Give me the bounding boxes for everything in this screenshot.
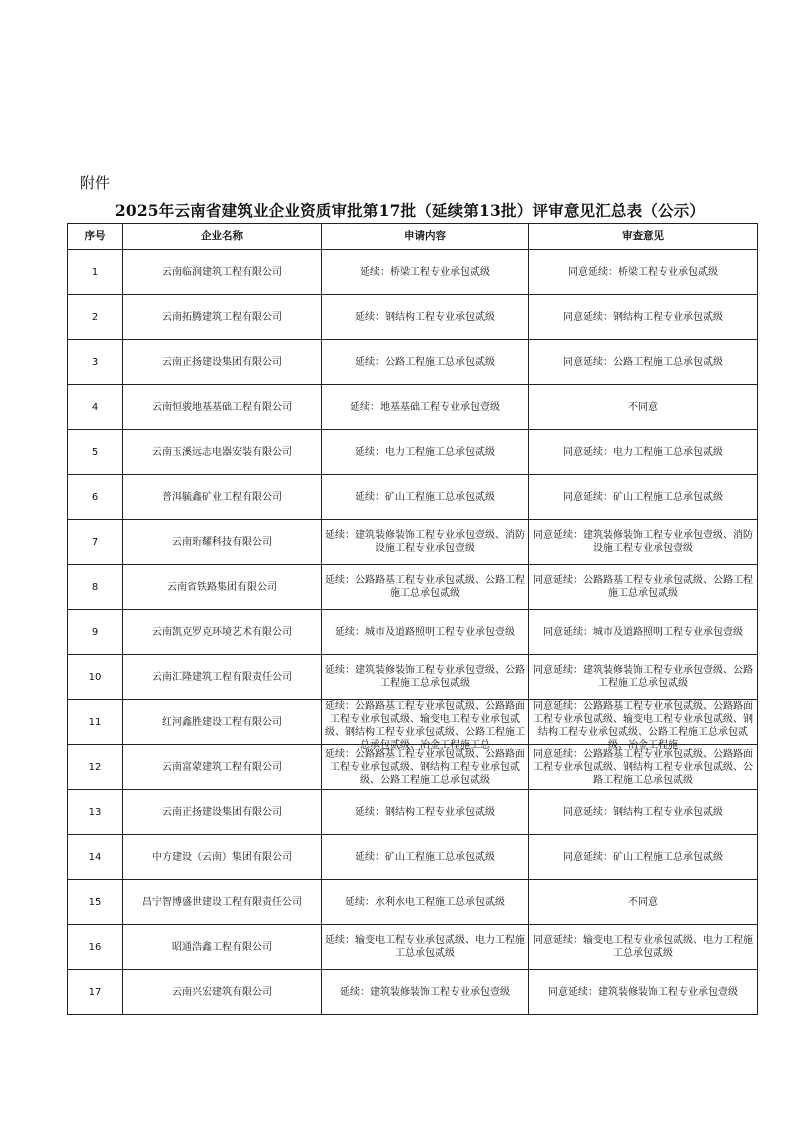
table-row: [68, 295, 758, 340]
row-number: 8: [68, 565, 123, 610]
application-content: 延续：建筑装修装饰工程专业承包壹级、公路工程施工总承包贰级: [322, 655, 529, 700]
header-company: 企业名称: [123, 224, 322, 250]
row-number: 3: [68, 340, 123, 385]
company-name: 中方建设（云南）集团有限公司: [123, 835, 322, 880]
application-content: 延续：钢结构工程专业承包贰级: [322, 790, 529, 835]
review-opinion: 同意延续：公路路基工程专业承包贰级、公路工程施工总承包贰级: [529, 565, 758, 610]
table-row: [68, 745, 758, 790]
application-content: 延续：地基基础工程专业承包壹级: [322, 385, 529, 430]
table-row: [68, 655, 758, 700]
row-number: 11: [68, 700, 123, 745]
application-content: [322, 700, 529, 751]
review-opinion: 同意延续：钢结构工程专业承包贰级: [529, 295, 758, 340]
table-row: [68, 565, 758, 610]
table-row: [68, 925, 758, 970]
company-name: 普洱毓鑫矿业工程有限公司: [123, 475, 322, 520]
row-number: 7: [68, 520, 123, 565]
application-content: 延续：公路工程施工总承包贰级: [322, 340, 529, 385]
table-row: [68, 610, 758, 655]
row-number: 9: [68, 610, 123, 655]
table-row: [68, 250, 758, 295]
company-name: 云南正扬建设集团有限公司: [123, 340, 322, 385]
row-number: 13: [68, 790, 123, 835]
table-row: [68, 340, 758, 385]
table-row: [68, 385, 758, 430]
review-opinion: 同意延续：矿山工程施工总承包贰级: [529, 475, 758, 520]
application-content: 延续：公路路基工程专业承包贰级、公路路面工程专业承包贰级、钢结构工程专业承包贰级、公路工程施工总承包贰级: [322, 745, 529, 790]
review-opinion-text: 同意延续：公路路基工程专业承包贰级、公路路面工程专业承包贰级、输变电工程专业承包贰级、钢结构工程专业承包贰级、公路工程施工总承包贰级、冶金工程施: [533, 701, 753, 751]
row-number: 1: [68, 250, 123, 295]
review-opinion: 同意延续：公路工程施工总承包贰级: [529, 340, 758, 385]
table-row: [68, 970, 758, 1015]
review-opinion: 同意延续：矿山工程施工总承包贰级: [529, 835, 758, 880]
review-opinion: 同意延续：电力工程施工总承包贰级: [529, 430, 758, 475]
row-number: 4: [68, 385, 123, 430]
row-number: 10: [68, 655, 123, 700]
table-row: [68, 475, 758, 520]
document-title: 2025年云南省建筑业企业资质审批第17批（延续第13批）评审意见汇总表（公示）: [114, 201, 706, 220]
application-content: 延续：输变电工程专业承包贰级、电力工程施工总承包贰级: [322, 925, 529, 970]
company-name: 云南拓腾建筑工程有限公司: [123, 295, 322, 340]
review-opinion: 同意延续：城市及道路照明工程专业承包壹级: [529, 610, 758, 655]
application-content: 延续：水利水电工程施工总承包贰级: [322, 880, 529, 925]
row-number: 16: [68, 925, 123, 970]
review-opinion: 同意延续：钢结构工程专业承包贰级: [529, 790, 758, 835]
row-number: 2: [68, 295, 123, 340]
company-name: 云南珩耀科技有限公司: [123, 520, 322, 565]
company-name: 云南玉溪远志电器安装有限公司: [123, 430, 322, 475]
table-row: [68, 700, 758, 745]
review-opinion: 不同意: [529, 385, 758, 430]
company-name: 云南富蒙建筑工程有限公司: [123, 745, 322, 790]
row-number: 12: [68, 745, 123, 790]
row-number: 17: [68, 970, 123, 1015]
review-opinion: 同意延续：建筑装修装饰工程专业承包壹级、消防设施工程专业承包壹级: [529, 520, 758, 565]
application-content: 延续：城市及道路照明工程专业承包壹级: [322, 610, 529, 655]
application-content-text: 延续：公路路基工程专业承包贰级、公路路面工程专业承包贰级、输变电工程专业承包贰级、钢结构工程专业承包贰级、公路工程施工总承包贰级、冶金工程施工总: [325, 701, 525, 751]
company-name: 云南正扬建设集团有限公司: [123, 790, 322, 835]
application-content: 延续：桥梁工程专业承包贰级: [322, 250, 529, 295]
review-opinion: 同意延续：建筑装修装饰工程专业承包壹级、公路工程施工总承包贰级: [529, 655, 758, 700]
header-no: 序号: [68, 224, 123, 250]
review-opinion: 同意延续：公路路基工程专业承包贰级、公路路面工程专业承包贰级、钢结构工程专业承包贰级、公路工程施工总承包贰级: [529, 745, 758, 790]
attachment-label: 附件: [80, 174, 111, 192]
company-name: 云南汇隆建筑工程有限责任公司: [123, 655, 322, 700]
company-name: 昭通浩鑫工程有限公司: [123, 925, 322, 970]
company-name: 云南凯克罗克环境艺术有限公司: [123, 610, 322, 655]
row-number: 14: [68, 835, 123, 880]
company-name: 云南省铁路集团有限公司: [123, 565, 322, 610]
application-content: 延续：矿山工程施工总承包贰级: [322, 475, 529, 520]
review-table: [67, 223, 758, 1015]
company-name: 红河鑫胜建设工程有限公司: [123, 700, 322, 745]
table-row: [68, 835, 758, 880]
table-row: [68, 430, 758, 475]
table-row: [68, 880, 758, 925]
review-opinion: 不同意: [529, 880, 758, 925]
review-opinion: 同意延续：输变电工程专业承包贰级、电力工程施工总承包贰级: [529, 925, 758, 970]
company-name: 云南临润建筑工程有限公司: [123, 250, 322, 295]
application-content: 延续：公路路基工程专业承包贰级、公路工程施工总承包贰级: [322, 565, 529, 610]
table-header-row: [68, 224, 758, 250]
table-row: [68, 520, 758, 565]
application-content: 延续：矿山工程施工总承包贰级: [322, 835, 529, 880]
company-name: 云南恒骏地基基础工程有限公司: [123, 385, 322, 430]
row-number: 6: [68, 475, 123, 520]
application-content: 延续：钢结构工程专业承包贰级: [322, 295, 529, 340]
row-number: 15: [68, 880, 123, 925]
review-opinion: 同意延续：建筑装修装饰工程专业承包壹级: [529, 970, 758, 1015]
header-application: 申请内容: [322, 224, 529, 250]
review-opinion: 同意延续：桥梁工程专业承包贰级: [529, 250, 758, 295]
company-name: 昌宁智博盛世建设工程有限责任公司: [123, 880, 322, 925]
application-content: 延续：电力工程施工总承包贰级: [322, 430, 529, 475]
application-content: 延续：建筑装修装饰工程专业承包壹级: [322, 970, 529, 1015]
application-content: 延续：建筑装修装饰工程专业承包壹级、消防设施工程专业承包壹级: [322, 520, 529, 565]
table-row: [68, 790, 758, 835]
company-name: 云南兴宏建筑有限公司: [123, 970, 322, 1015]
header-opinion: 审查意见: [529, 224, 758, 250]
review-opinion: [529, 700, 758, 751]
row-number: 5: [68, 430, 123, 475]
